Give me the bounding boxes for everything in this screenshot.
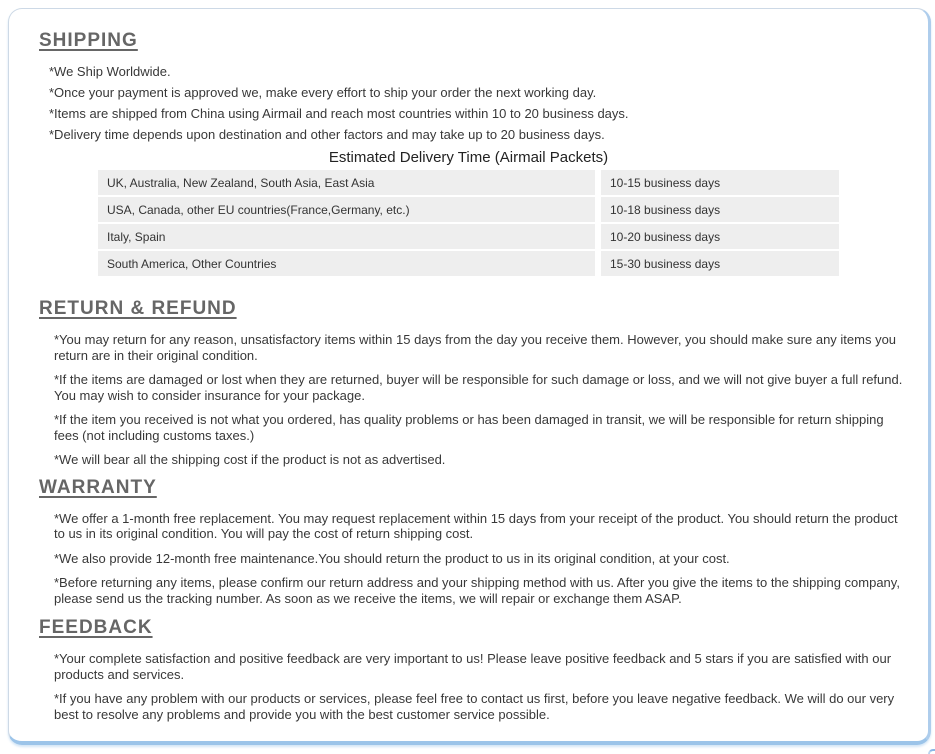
return-refund-paragraph: *You may return for any reason, unsatisfactory items within 15 days from the day you receive them. However, you should make sure any items you return are in their original condition. <box>54 332 897 363</box>
delivery-table-row <box>98 197 839 222</box>
shipping-note: *Once your payment is approved we, make every effort to ship your order the next working day. <box>49 85 597 100</box>
delivery-table-row <box>98 170 839 195</box>
warranty-paragraphs <box>54 511 910 607</box>
next-panel-corner <box>928 749 935 754</box>
section-return-refund <box>9 298 928 468</box>
return-refund-heading: RETURN & REFUND <box>39 298 237 319</box>
delivery-days-cell: 15-30 business days <box>601 251 839 276</box>
shipping-note: *Items are shipped from China using Airmail and reach most countries within 10 to 20 business days. <box>49 106 629 121</box>
delivery-region-cell: South America, Other Countries <box>98 251 595 276</box>
shipping-note: *Delivery time depends upon destination and other factors and may take up to 20 business days. <box>49 127 605 142</box>
feedback-paragraph: *If you have any problem with our products or services, please feel free to contact us first, before you leave negative feedback. We will do our very best to resolve any problems and provide you with the best customer service possible. <box>54 691 895 722</box>
delivery-table-row <box>98 224 839 249</box>
section-warranty <box>9 477 928 607</box>
policy-panel <box>8 8 931 745</box>
delivery-table-row <box>98 251 839 276</box>
delivery-region-cell: UK, Australia, New Zealand, South Asia, East Asia <box>98 170 595 195</box>
return-refund-paragraphs <box>54 332 910 468</box>
delivery-days-cell: 10-15 business days <box>601 170 839 195</box>
warranty-paragraph: *We offer a 1-month free replacement. You may request replacement within 15 days from your receipt of the product. You should return the product to us in its original condition. You will pay the cost of return shipping cost. <box>54 510 898 541</box>
delivery-days-cell: 10-18 business days <box>601 197 839 222</box>
section-feedback <box>9 617 928 722</box>
section-shipping <box>9 30 928 276</box>
feedback-paragraph: *Your complete satisfaction and positive feedback are very important to us! Please leave positive feedback and 5 stars if you are satisfied with our products and services. <box>54 651 892 682</box>
return-refund-paragraph: *We will bear all the shipping cost if the product is not as advertised. <box>54 452 446 467</box>
delivery-table <box>98 170 839 276</box>
delivery-days-cell: 10-20 business days <box>601 224 839 249</box>
delivery-table-title: Estimated Delivery Time (Airmail Packets) <box>328 149 609 166</box>
feedback-heading: FEEDBACK <box>39 617 153 638</box>
delivery-region-cell: USA, Canada, other EU countries(France,Germany, etc.) <box>98 197 595 222</box>
shipping-notes <box>49 64 908 142</box>
shipping-heading: SHIPPING <box>39 30 138 51</box>
warranty-heading: WARRANTY <box>39 476 157 498</box>
feedback-paragraphs <box>54 651 910 722</box>
policy-panel-content <box>9 9 928 722</box>
delivery-region-cell: Italy, Spain <box>98 224 595 249</box>
return-refund-paragraph: *If the items are damaged or lost when they are returned, buyer will be responsible for such damage or loss, and we will not give buyer a full refund. You may wish to consider insurance for your package. <box>54 372 903 403</box>
shipping-note: *We Ship Worldwide. <box>49 64 171 79</box>
warranty-paragraph: *We also provide 12-month free maintenance.You should return the product to us in its original condition, at your cost. <box>54 550 730 566</box>
return-refund-paragraph: *If the item you received is not what you ordered, has quality problems or has been damaged in transit, we will be responsible for return shipping fees (not including customs taxes.) <box>54 412 884 443</box>
warranty-paragraph: *Before returning any items, please confirm our return address and your shipping method with us. After you give the items to the shipping company, please send us the tracking number. As soon as we receive the items, we will repair or exchange them ASAP. <box>54 575 900 606</box>
